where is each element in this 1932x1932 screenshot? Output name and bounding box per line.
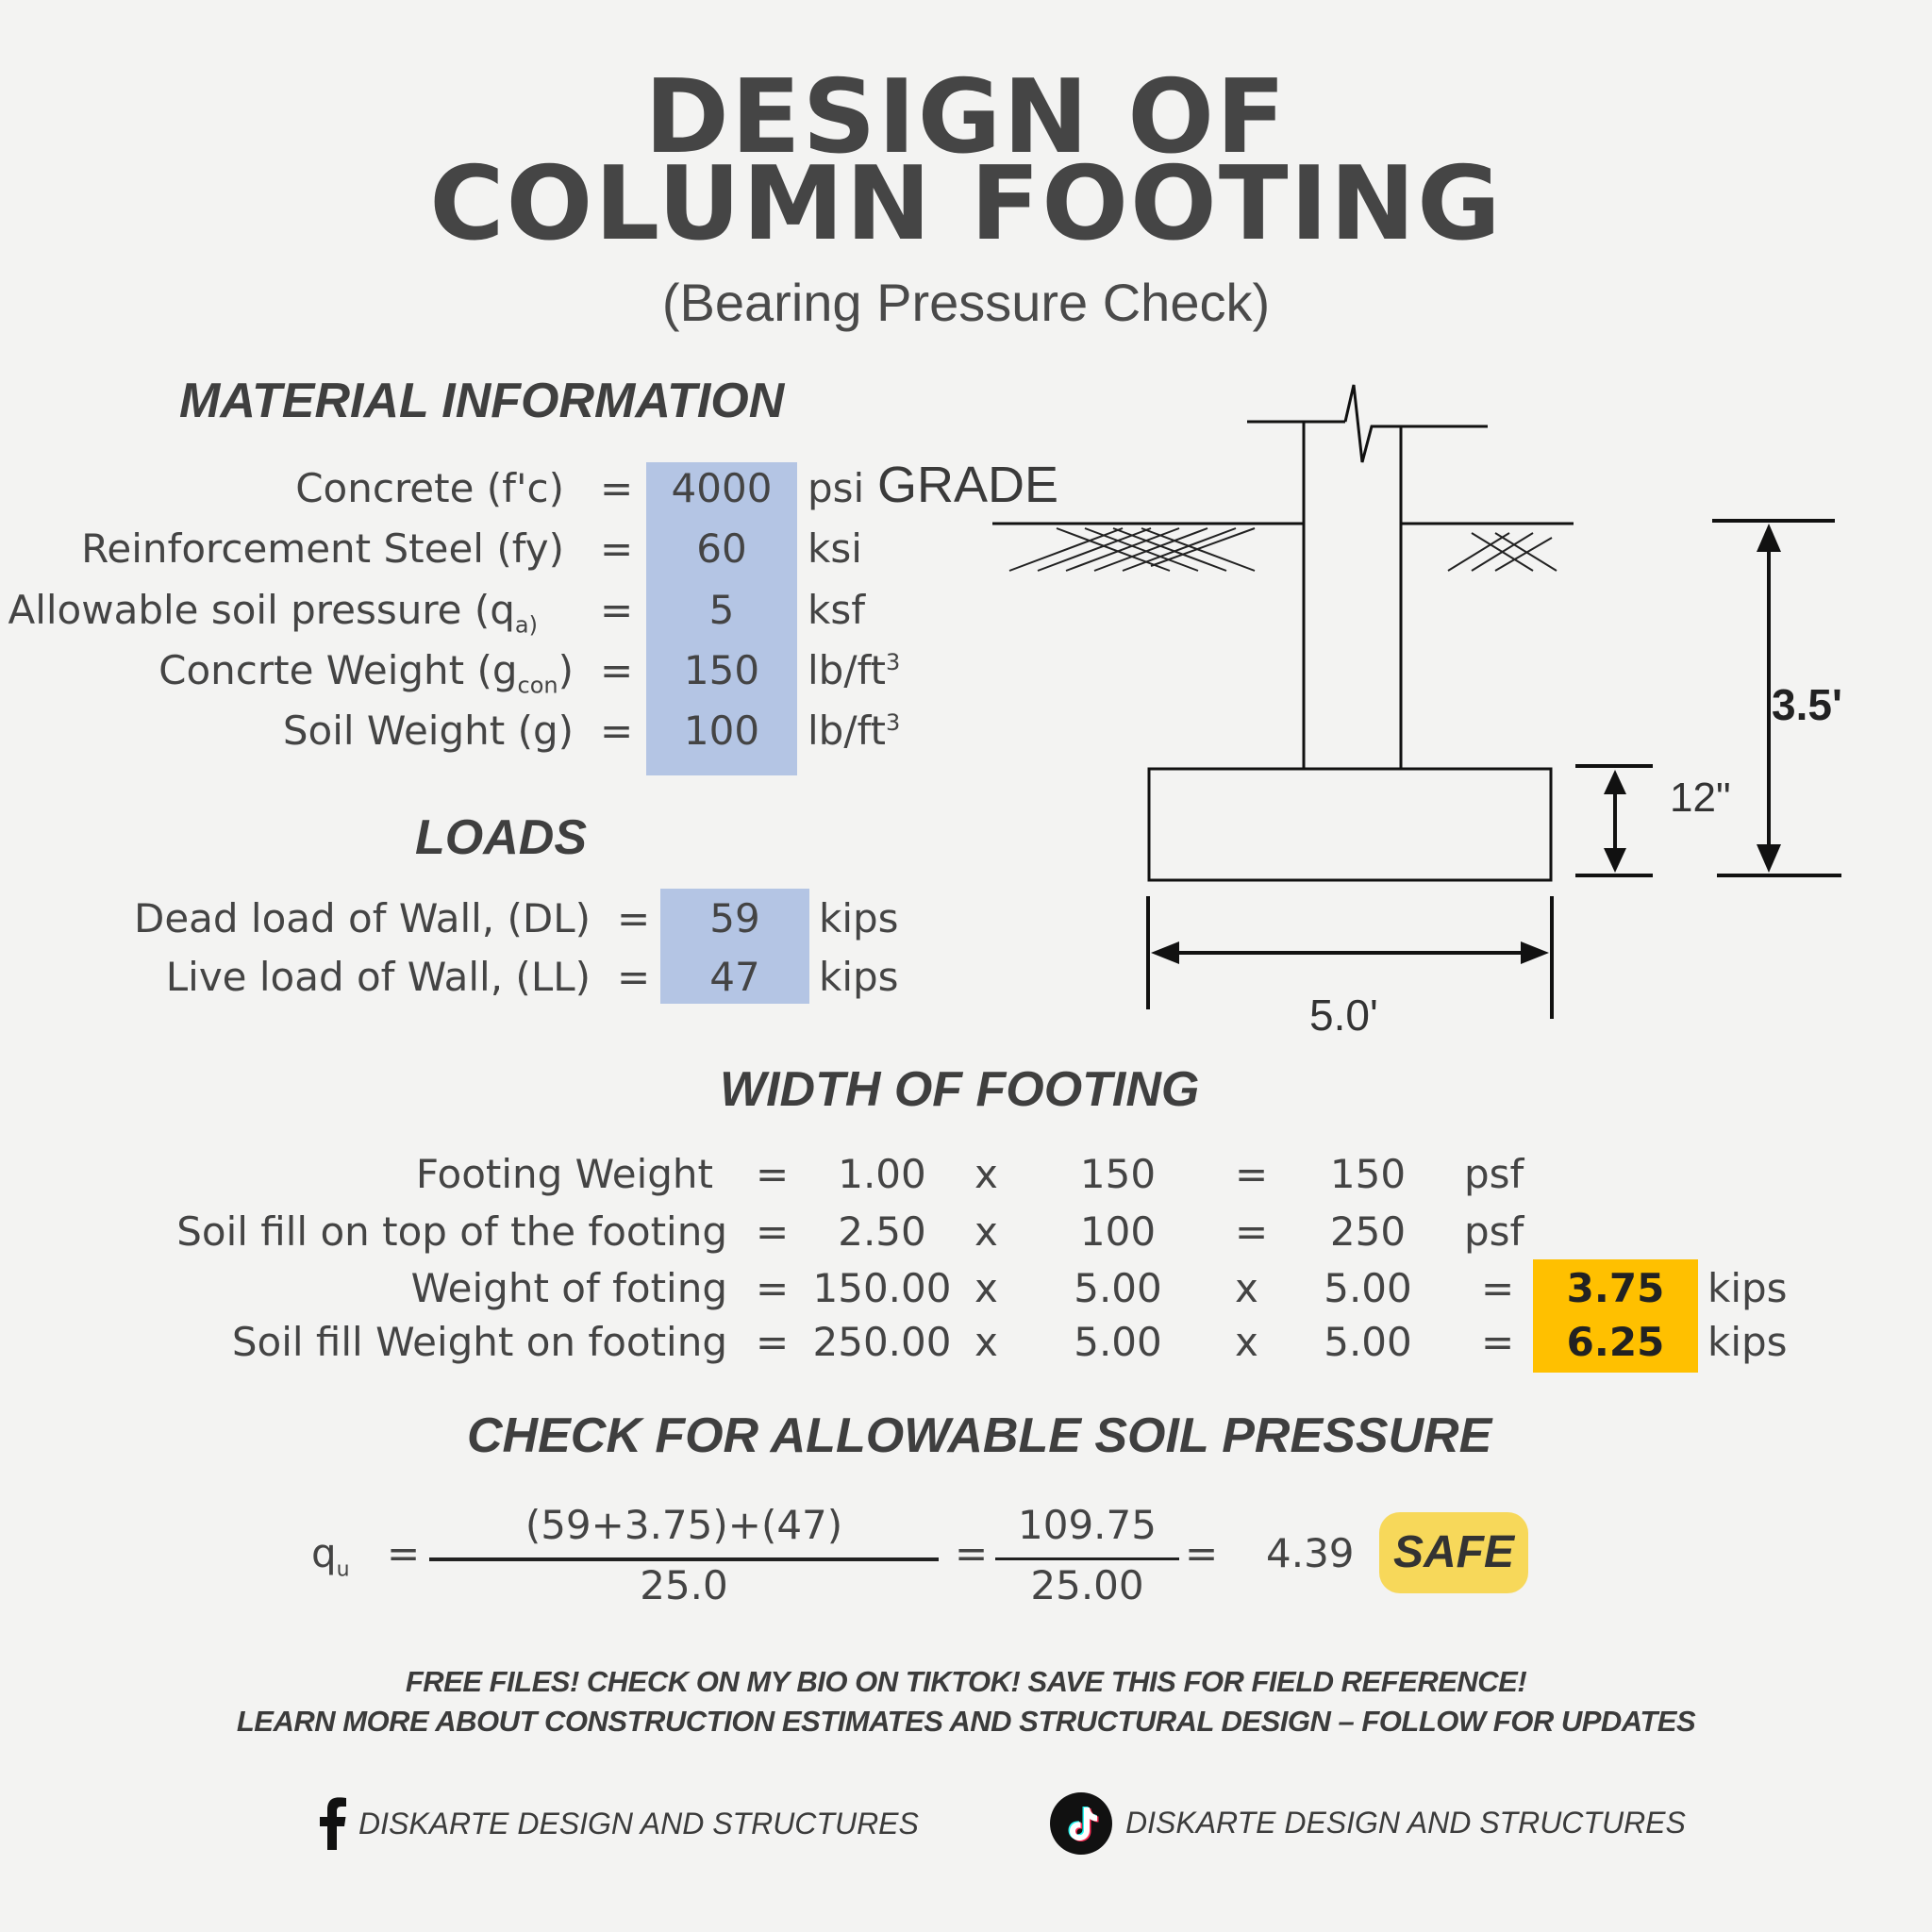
unit: psf xyxy=(1464,1151,1524,1197)
material-value: 60 xyxy=(696,525,747,572)
equals-sign: = xyxy=(955,1530,989,1576)
material-heading: MATERIAL INFORMATION xyxy=(179,374,785,428)
factor-c: 5.00 xyxy=(1324,1319,1412,1365)
material-unit: ksi xyxy=(808,525,862,572)
qu-symbol: $q_u$ xyxy=(311,1530,350,1582)
break-symbol xyxy=(1345,385,1488,462)
load-unit: kips xyxy=(819,895,899,941)
times-sign: x xyxy=(1235,1265,1258,1311)
grade-hatch xyxy=(1009,528,1557,571)
times-sign: x xyxy=(974,1208,998,1255)
material-label: Soil Weight (g) xyxy=(282,708,574,754)
unit: kips xyxy=(1707,1319,1788,1365)
subtitle: (Bearing Pressure Check) xyxy=(661,273,1271,332)
factor-b: 100 xyxy=(1079,1208,1157,1255)
material-label: Reinforcement Steel (fy) xyxy=(81,525,564,572)
width-label: Soil fill on top of the footing xyxy=(176,1208,727,1255)
depth-label: 3.5' xyxy=(1772,680,1842,729)
material-value: 100 xyxy=(683,708,760,754)
width-label: Footing Weight xyxy=(415,1151,713,1197)
equals-sign: = xyxy=(387,1530,421,1576)
fraction-bar xyxy=(429,1557,939,1561)
soil-fill-weight-result: 6.25 xyxy=(1566,1319,1665,1365)
equals-sign: = xyxy=(617,954,651,1000)
numerator-value: 109.75 xyxy=(1018,1502,1157,1548)
material-unit: psi xyxy=(808,465,865,511)
unit: kips xyxy=(1707,1265,1788,1311)
tiktok-icon[interactable] xyxy=(1050,1792,1112,1855)
factor-a: 150.00 xyxy=(812,1265,952,1311)
equals-sign: = xyxy=(600,465,634,511)
factor-a: 1.00 xyxy=(838,1151,926,1197)
equals-sign: = xyxy=(1481,1319,1515,1365)
grade-label: GRADE xyxy=(877,457,1059,513)
denominator-expression: 25.0 xyxy=(640,1562,728,1608)
times-sign: x xyxy=(974,1265,998,1311)
safe-badge: SAFE xyxy=(1379,1512,1528,1593)
material-unit: $lb/ft^3$ xyxy=(808,708,901,754)
factor-b: 5.00 xyxy=(1074,1265,1162,1311)
equals-sign: = xyxy=(756,1151,790,1197)
footing-weight-result: 3.75 xyxy=(1566,1265,1665,1311)
material-value: 150 xyxy=(683,647,760,693)
equals-sign: = xyxy=(756,1265,790,1311)
times-sign: x xyxy=(974,1319,998,1365)
loads-heading: LOADS xyxy=(415,810,587,865)
factor-c: 5.00 xyxy=(1324,1265,1412,1311)
equals-sign: = xyxy=(1235,1208,1269,1255)
load-value: 47 xyxy=(709,954,760,1000)
equals-sign: = xyxy=(1185,1530,1219,1576)
title-line-1: DESIGN OF xyxy=(644,58,1288,176)
equals-sign: = xyxy=(1481,1265,1515,1311)
times-sign: x xyxy=(974,1151,998,1197)
product-value: 250 xyxy=(1329,1208,1407,1255)
material-label: Concrte Weight $(g_{con})$ xyxy=(158,647,574,699)
material-value: 5 xyxy=(708,587,735,633)
factor-b: 150 xyxy=(1079,1151,1157,1197)
equals-sign: = xyxy=(756,1319,790,1365)
load-label: Live load of Wall, (LL) xyxy=(165,954,591,1000)
equals-sign: = xyxy=(617,895,651,941)
equals-sign: = xyxy=(600,708,634,754)
material-label: Concrete (f'c) xyxy=(295,465,564,511)
material-unit: ksf xyxy=(808,587,865,633)
pressure-result: 4.39 xyxy=(1266,1530,1355,1576)
unit: psf xyxy=(1464,1208,1524,1255)
fraction-bar xyxy=(995,1557,1179,1560)
equals-sign: = xyxy=(756,1208,790,1255)
width-heading: WIDTH OF FOOTING xyxy=(720,1062,1200,1117)
times-sign: x xyxy=(1235,1319,1258,1365)
width-label: Weight of foting xyxy=(410,1265,727,1311)
denominator-value: 25.00 xyxy=(1030,1562,1144,1608)
equals-sign: = xyxy=(600,525,634,572)
material-label: Allowable soil pressure ($q_{a)}$ xyxy=(8,587,538,639)
load-label: Dead load of Wall, (DL) xyxy=(133,895,591,941)
title-line-2: COLUMN FOOTING xyxy=(429,145,1503,263)
equals-sign: = xyxy=(600,587,634,633)
load-value: 59 xyxy=(709,895,760,941)
facebook-label[interactable]: DISKARTE DESIGN AND STRUCTURES xyxy=(358,1807,919,1840)
footer-line-2: LEARN MORE ABOUT CONSTRUCTION ESTIMATES AND STRUCTURAL DESIGN – FOLLOW FOR UPDATES xyxy=(236,1705,1696,1738)
facebook-icon[interactable] xyxy=(319,1797,347,1850)
width-label: 5.0' xyxy=(1309,991,1378,1038)
footing-outline xyxy=(1149,769,1551,880)
factor-b: 5.00 xyxy=(1074,1319,1162,1365)
load-unit: kips xyxy=(819,954,899,1000)
equals-sign: = xyxy=(1235,1151,1269,1197)
product-value: 150 xyxy=(1329,1151,1407,1197)
tiktok-label[interactable]: DISKARTE DESIGN AND STRUCTURES xyxy=(1125,1806,1686,1840)
footing-section-diagram xyxy=(981,358,1887,1038)
numerator-expression: (59+3.75)+(47) xyxy=(525,1502,843,1548)
material-value: 4000 xyxy=(671,465,773,511)
check-heading: CHECK FOR ALLOWABLE SOIL PRESSURE xyxy=(467,1408,1492,1463)
factor-a: 2.50 xyxy=(838,1208,926,1255)
material-unit: $lb/ft^3$ xyxy=(808,647,901,693)
factor-a: 250.00 xyxy=(812,1319,952,1365)
thickness-label: 12" xyxy=(1670,774,1731,821)
equals-sign: = xyxy=(600,647,634,693)
width-label: Soil fill Weight on footing xyxy=(231,1319,727,1365)
footer-line-1: FREE FILES! CHECK ON MY BIO ON TIKTOK! SAVE THIS FOR FIELD REFERENCE! xyxy=(405,1665,1527,1698)
